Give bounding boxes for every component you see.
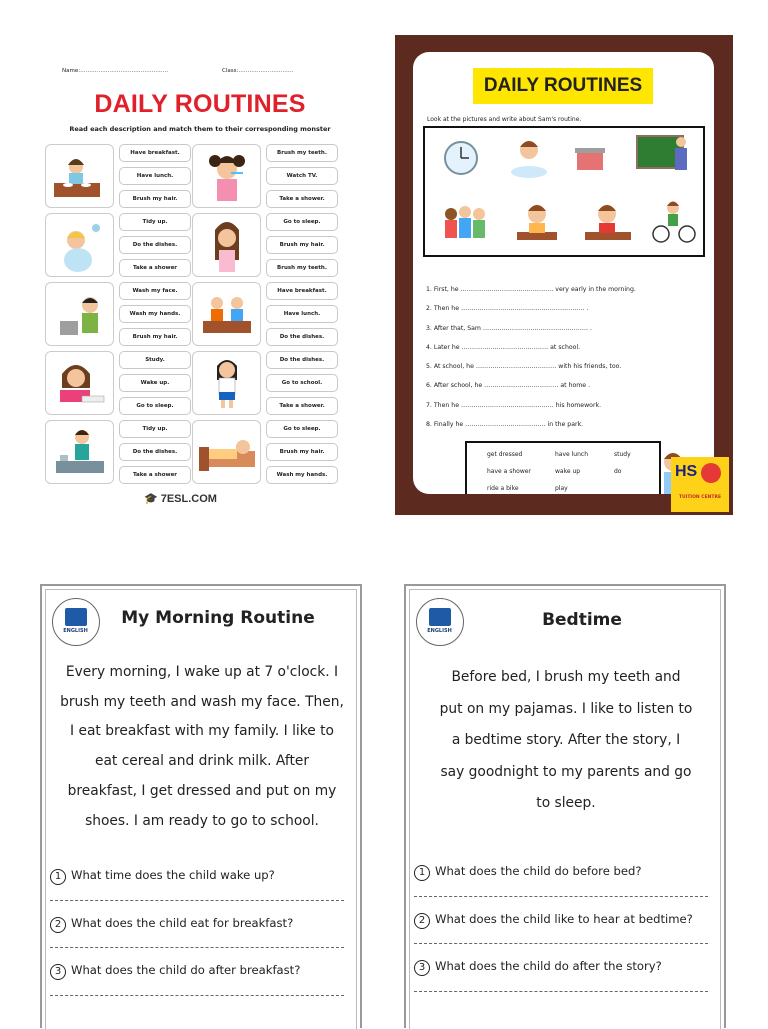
word-bank-item: ride a bike (487, 485, 519, 492)
illustration-washing-hands (45, 282, 114, 346)
option[interactable]: Tidy up. (119, 420, 191, 438)
option[interactable]: Brush my hair. (119, 328, 191, 346)
word-bank-item: wake up (555, 468, 581, 475)
illustration-tidying-up (45, 420, 114, 484)
option[interactable]: Brush my teeth. (266, 259, 338, 277)
option[interactable]: Take a shower (119, 259, 191, 277)
option[interactable]: Wake up. (119, 374, 191, 392)
option[interactable]: Brush my hair. (266, 236, 338, 254)
option[interactable]: Brush my hair. (266, 443, 338, 461)
word-bank-item: study (614, 451, 631, 458)
esl-logo: 🎓 7ESL.COM (144, 493, 217, 505)
option[interactable]: Study. (119, 351, 191, 369)
answer-line[interactable] (50, 900, 344, 901)
option[interactable]: Have lunch. (119, 167, 191, 185)
sentence-line[interactable]: 5. At school, he ………………………………… with his friends, too. (426, 363, 622, 370)
option[interactable]: Take a shower (119, 466, 191, 484)
illustration-studying (45, 351, 114, 415)
answer-line[interactable] (50, 947, 344, 948)
illustration-shower (45, 213, 114, 277)
option[interactable]: Watch TV. (266, 167, 338, 185)
match-group (45, 282, 191, 346)
answer-line[interactable] (414, 991, 708, 992)
match-group (192, 144, 338, 208)
worksheet-instructions: Look at the pictures and write about Sam's routine. (427, 116, 582, 123)
match-group (192, 282, 338, 346)
name-label: Name:………………………………………… (62, 68, 169, 74)
option[interactable]: Go to sleep. (266, 420, 338, 438)
badge-emblem-icon (701, 463, 721, 483)
answer-line[interactable] (414, 896, 708, 897)
question: 2 What does the child like to hear at bedtime? (414, 912, 693, 929)
option[interactable]: Go to sleep. (119, 397, 191, 415)
option[interactable]: Wash my hands. (266, 466, 338, 484)
word-bank-item: do (614, 468, 622, 475)
illustration-brushing-teeth (192, 144, 261, 208)
option[interactable]: Do the dishes. (119, 236, 191, 254)
english-emblem: ENGLISH (416, 598, 464, 646)
option[interactable]: Have breakfast. (266, 282, 338, 300)
option[interactable]: Go to school. (266, 374, 338, 392)
word-bank-item: have a shower (487, 468, 531, 475)
worksheet-title: Bedtime (542, 610, 622, 630)
worksheet-daily-routines-matching (40, 48, 360, 514)
reading-passage: Every morning, I wake up at 7 o'clock. I brush my teeth and wash my face. Then, I eat breakfast with my family. I like to eat cereal and drink milk. After breakfast, I get dressed and put on my shoes. I am ready to go to school. (60, 664, 344, 829)
match-group (45, 351, 191, 415)
illustration-brushing-hair (192, 213, 261, 277)
question: 1 What time does the child wake up? (50, 868, 275, 885)
illustration-breakfast (45, 144, 114, 208)
option[interactable]: Take a shower. (266, 397, 338, 415)
question: 3 What does the child do after breakfast? (50, 963, 300, 980)
sentence-line[interactable]: 8. Finally he ………………………………… in the park. (426, 421, 584, 428)
class-label: Class:………………………… (222, 68, 294, 74)
match-group (192, 351, 338, 415)
answer-line[interactable] (50, 995, 344, 996)
question: 3 What does the child do after the story? (414, 959, 662, 976)
hs-tuition-badge: HS TUITION CENTRE (671, 457, 729, 512)
illustration-lunch (192, 282, 261, 346)
word-bank-item: play (555, 485, 568, 492)
graduation-cap-icon: 🎓 (144, 493, 158, 505)
worksheet-title: DAILY ROUTINES (473, 68, 653, 104)
sentence-line[interactable]: 3. After that, Sam …………………………………………… . (426, 325, 593, 332)
match-group (45, 144, 191, 208)
routine-pictures (423, 126, 705, 257)
answer-line[interactable] (414, 943, 708, 944)
worksheet-title: My Morning Routine (121, 608, 315, 628)
match-group (45, 420, 191, 484)
book-icon (65, 608, 87, 626)
match-group (45, 213, 191, 277)
option[interactable]: Wash my face. (119, 282, 191, 300)
option[interactable]: Do the dishes. (266, 351, 338, 369)
match-group (192, 420, 338, 484)
sentence-line[interactable]: 4. Later he …………………………………… at school. (426, 344, 581, 351)
sentence-line[interactable]: 1. First, he ……………………………………… very early in the morning. (426, 286, 636, 293)
question: 1 What does the child do before bed? (414, 864, 642, 881)
word-bank (465, 441, 661, 494)
option[interactable]: Go to sleep. (266, 213, 338, 231)
sentence-line[interactable]: 6. After school, he ……………………………… at home . (426, 382, 591, 389)
worksheet-morning-routine (38, 580, 366, 1024)
option[interactable]: Wash my hands. (119, 305, 191, 323)
illustration-sleeping (192, 420, 261, 484)
option[interactable]: Brush my hair. (119, 190, 191, 208)
option[interactable]: Do the dishes. (119, 443, 191, 461)
sentence-line[interactable]: 2. Then he …………………………………………………… . (426, 305, 589, 312)
worksheet-sams-routine (395, 35, 733, 515)
match-group (192, 213, 338, 277)
reading-passage: Before bed, I brush my teeth and put on my pajamas. I like to listen to a bedtime story. After the story, I say goodnight to my parents and go to sleep. (439, 669, 693, 812)
book-icon (429, 608, 451, 626)
option[interactable]: Do the dishes. (266, 328, 338, 346)
word-bank-item: get dressed (487, 451, 523, 458)
option[interactable]: Have breakfast. (119, 144, 191, 162)
option[interactable]: Have lunch. (266, 305, 338, 323)
worksheet-bedtime (402, 580, 730, 1024)
option[interactable]: Tidy up. (119, 213, 191, 231)
english-emblem: ENGLISH (52, 598, 100, 646)
worksheet-instructions: Read each description and match them to their corresponding monster (69, 125, 331, 133)
word-bank-item: have lunch (555, 451, 589, 458)
option[interactable]: Brush my teeth. (266, 144, 338, 162)
question: 2 What does the child eat for breakfast? (50, 916, 293, 933)
option[interactable]: Take a shower. (266, 190, 338, 208)
illustration-going-to-school (192, 351, 261, 415)
worksheet-title: DAILY ROUTINES (94, 90, 306, 118)
sentence-line[interactable]: 7. Then he ……………………………………… his homework. (426, 402, 602, 409)
worksheet-page (413, 52, 714, 494)
